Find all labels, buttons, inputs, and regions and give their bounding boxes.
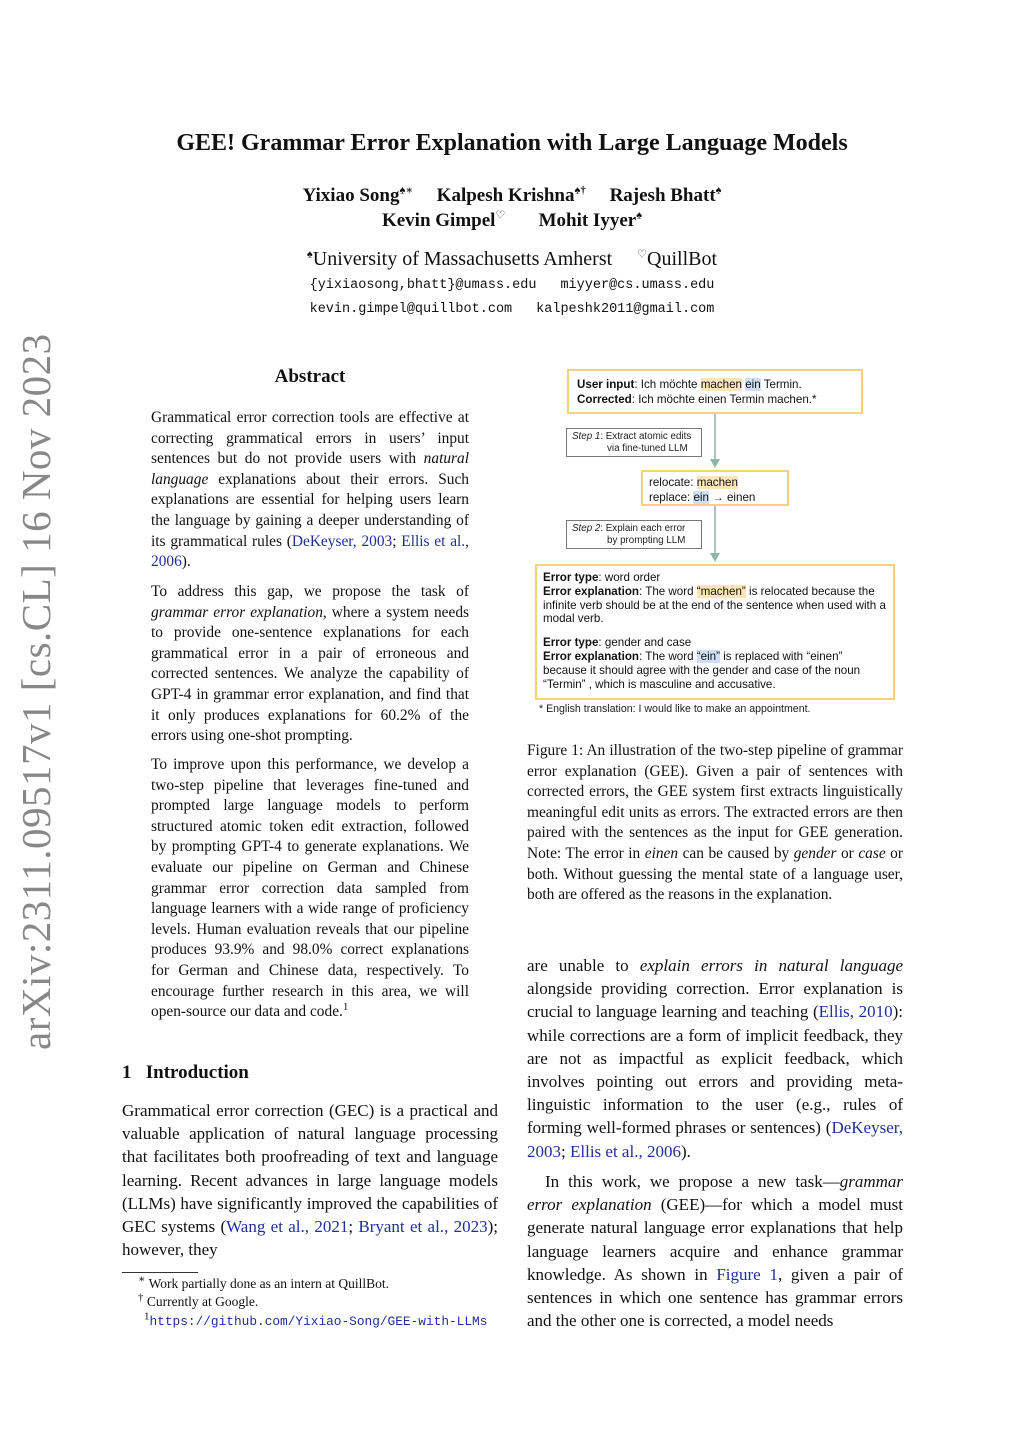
emphasis: grammar error explanation xyxy=(151,603,323,621)
text: ); however, they xyxy=(122,1217,499,1260)
step-1-box: Step 1: Extract atomic edits via fine-tuned LLM xyxy=(566,428,702,457)
author-name: Mohit Iyyer xyxy=(538,210,637,231)
footnote-url-link[interactable]: https://github.com/Yixiao-Song/GEE-with-LLMs xyxy=(149,1314,488,1329)
text: Grammatical error correction (GEC) is a practical and valuable application of natural language processing that facilitates both proofreading of text and language learning. Recent advances in large language models (LLMs) have significantly improved the capabilities of GEC systems ( xyxy=(122,1101,498,1237)
authors-line-1 xyxy=(150,185,874,207)
citation-link[interactable]: Ellis et al., 2006 xyxy=(569,1141,681,1161)
affiliation-mark: ♠ xyxy=(306,248,313,261)
citation-link[interactable]: Ellis et al., 2006 xyxy=(151,532,470,571)
affiliations xyxy=(150,248,874,271)
body-paragraph: are unable to explain errors in natural language alongside providing correction. Error explanation is crucial to language learning and teaching (Ellis, 2010): while corrections are a form of implicit feedback, they are not as impactful as explicit feedback, which involves pointing out errors and providing meta-linguistic information to the user (e.g., rules of forming well-formed phrases or sentences) (DeKeyser, 2003; Ellis et al., 2006). xyxy=(527,956,904,1161)
text: To address this gap, we propose the task of xyxy=(151,583,469,600)
intro-paragraph: Grammatical error correction (GEC) is a practical and valuable application of natural language processing that facilitates both proofreading of text and language learning. Recent advances in large language models (LLMs) have significantly improved the capabilities of GEC systems (Wang et al., 2021; Bryant et al., 2023); however, they xyxy=(122,1101,499,1260)
author-name: Kevin Gimpel xyxy=(381,210,496,231)
footnote: ∗ Work partially done as an intern at QuillBot. xyxy=(138,1273,389,1291)
author-mark: ♠ xyxy=(636,209,643,222)
explanations-box: Error type: word order Error explanation: The word “machen” is relocated because the infinite verb should be at the end of the sentence when used with a modal verb. Error type: gender and case Error explanation: The word “ein” is replaced with “einen” because it should agree with the gender and case of the noun “Termin” , which is masculine and accusative. xyxy=(535,564,895,700)
text: Grammatical error correction tools are effective at correcting grammatical errors in users’ input sentences but do not provide users with xyxy=(151,409,469,468)
footnote: $^1$https://github.com/Yixiao-Song/GEE-with-LLMs xyxy=(144,1310,488,1329)
email: kevin.gimpel@quillbot.com xyxy=(309,302,513,317)
abstract-paragraph-1: Grammatical error correction tools are effective at correcting grammatical errors in users’ input sentences but do not provide users with natural language explanations about their errors. Such explanations are essential for helping users learn the language by gaining a deeper understanding of its grammatical rules (DeKeyser, 2003; Ellis et al., 2006). xyxy=(151,409,470,571)
arxiv-identifier: arXiv:2311.09517v1 [cs.CL] 16 Nov 2023 xyxy=(13,333,59,1050)
author-mark: ♠† xyxy=(574,184,586,197)
text: To improve upon this performance, we develop a two-step pipeline that leverages fine-tuned and prompted large language models to perform structured atomic token edit extraction, followed by prompting GPT-4 to generate explanations. We evaluate our pipeline on German and Chinese grammar error correction data sampled from language learners with a wide range of proficiency levels. Human evaluation reveals that our pipeline produces 93.9% and 98.0% correct explanations for German and Chinese data, respectively. To encourage further research in this area, we will open-source our data and code. xyxy=(151,756,469,1021)
affiliation-name: University of Massachusetts Amherst xyxy=(312,248,613,270)
email: {yixiaosong,bhatt}@umass.edu xyxy=(309,278,537,293)
footnote: † Currently at Google. xyxy=(138,1291,259,1309)
emails-line-2 xyxy=(150,302,874,317)
author-name: Yixiao Song xyxy=(302,185,400,206)
emails-line-1 xyxy=(150,278,874,293)
email: miyyer@cs.umass.edu xyxy=(560,278,715,293)
email: kalpeshk2011@gmail.com xyxy=(536,302,715,317)
citation-link[interactable]: Bryant et al., 2023 xyxy=(358,1217,488,1237)
abstract-paragraph-2 xyxy=(151,582,469,747)
translation-note: * English translation: I would like to make an appointment. xyxy=(539,703,811,715)
text: , where a system needs to provide one-sentence explanations for each grammatical error in a pair of erroneous and corrected sentences. We analyze the capability of GPT-4 in grammar error explanation, and find that it only produces explanations for 60.2% of the errors using one-shot prompting. xyxy=(151,603,470,745)
affiliation-name: QuillBot xyxy=(647,248,718,270)
author-name: Kalpesh Krishna xyxy=(436,185,575,206)
section-heading-introduction: 1 Introduction xyxy=(122,1062,249,1083)
user-input-box: User input: Ich möchte machen ein Termin. Corrected: Ich möchte einen Termin machen.* xyxy=(567,369,863,414)
author-name: Rajesh Bhatt xyxy=(609,185,716,206)
citation-link[interactable]: Wang et al., 2021 xyxy=(226,1217,349,1237)
authors-line-2 xyxy=(150,210,874,232)
text: ). xyxy=(181,553,191,571)
footnote-marker[interactable]: 1 xyxy=(342,1001,349,1013)
figure-1 xyxy=(527,360,907,722)
body-paragraph: In this work, we propose a new task—grammar error explanation (GEE)—for which a model must generate natural language error explanations that help language learners acquire and enhance grammar knowledge. As shown in Figure 1, given a pair of sentences in which one sentence has grammar errors and the other one is corrected, a model needs xyxy=(527,1172,904,1331)
figure-reference-link[interactable]: Figure 1 xyxy=(716,1264,778,1284)
emphasis: natural language xyxy=(151,450,469,488)
step-2-box: Step 2: Explain each error by prompting LLM xyxy=(566,520,702,549)
citation-link[interactable]: DeKeyser, 2003 xyxy=(527,1118,903,1161)
author-mark: ♡ xyxy=(495,209,506,222)
citation-link[interactable]: DeKeyser, 2003 xyxy=(291,532,393,550)
abstract-paragraph-3 xyxy=(151,755,469,1023)
footnote-divider xyxy=(122,1272,198,1273)
citation-link[interactable]: Ellis, 2010 xyxy=(818,1002,893,1022)
author-mark: ♠∗ xyxy=(399,184,413,197)
paper-title: GEE! Grammar Error Explanation with Large Language Models xyxy=(176,130,848,156)
text: explanations about their errors. Such explanations are essential for helping users learn the language by gaining a deeper understanding of its grammatical rules ( xyxy=(151,470,469,550)
abstract-heading: Abstract xyxy=(274,366,346,387)
affiliation-mark: ♡ xyxy=(637,248,648,261)
figure-1-caption: Figure 1: An illustration of the two-step pipeline of grammar error explanation (GEE). Given a pair of sentences with corrected errors, the GEE system first extracts linguistically meaningful edit units as errors. The extracted errors are then paired with the sentences as the input for GEE generation. Note: The error in einen can be caused by gender or case or both. Without guessing the mental state of a language user, both are offered as the reasons in the explanation. xyxy=(527,742,903,904)
edits-box: relocate: machen replace: ein → einen xyxy=(641,470,789,506)
author-mark: ♠ xyxy=(715,184,722,197)
